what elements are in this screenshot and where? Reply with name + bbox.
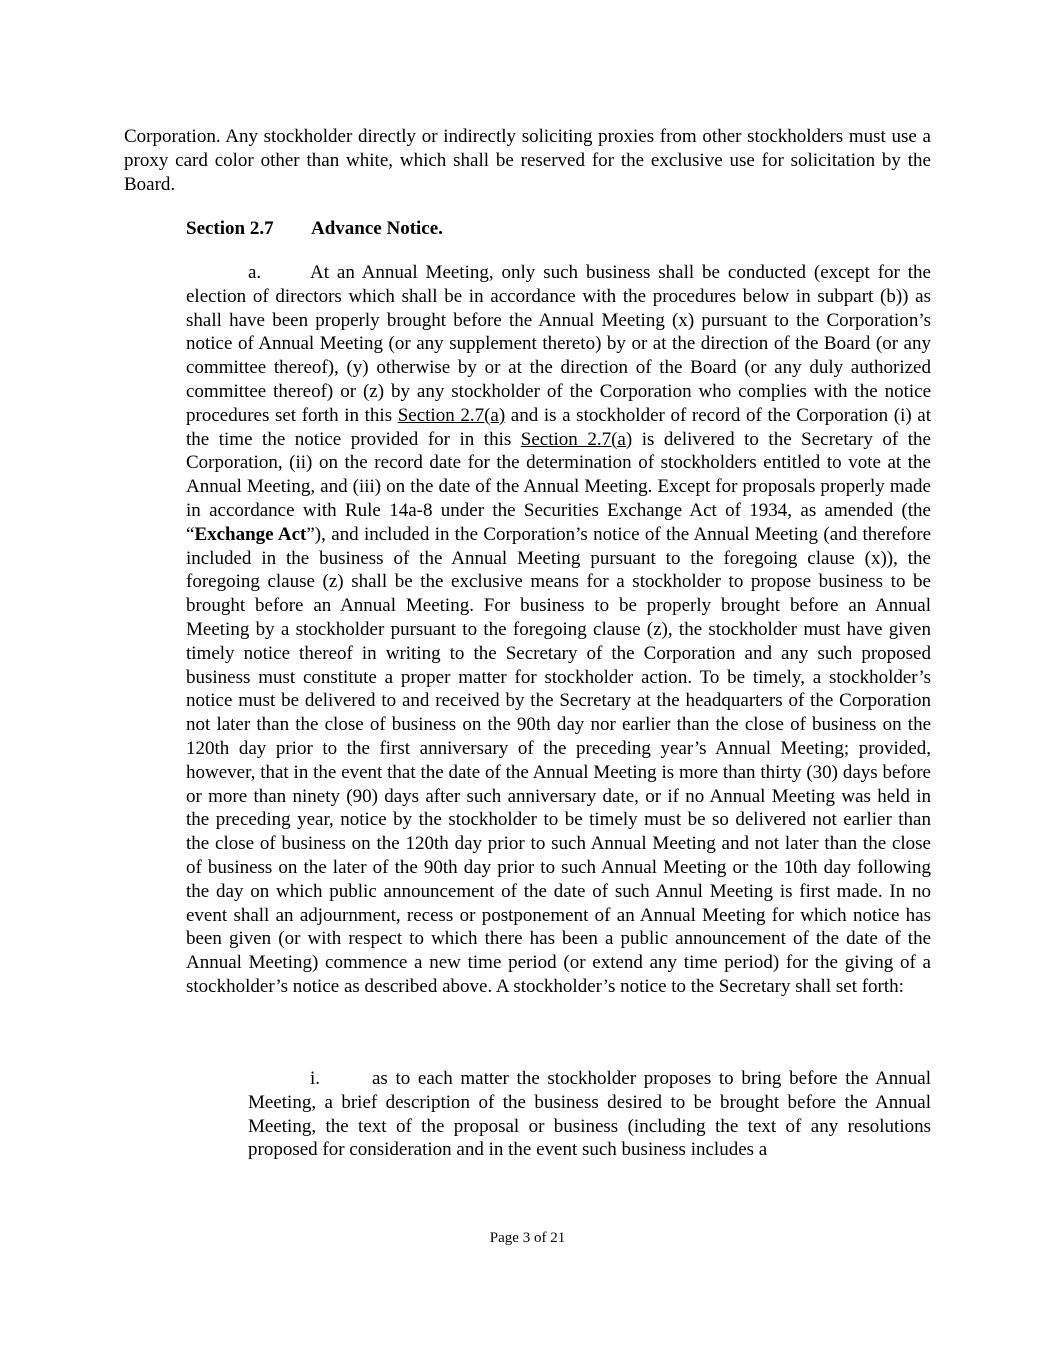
- cross-reference-link: Section 2.7(a): [520, 428, 633, 450]
- subsection-a-marker: a.: [248, 262, 262, 283]
- section-number: Section 2.7: [186, 218, 274, 239]
- item-i-text: as to each matter the stockholder proposes to bring before the Annual Meeting, a brief description of the business desired to be brought before the Annual Meeting, the text of the proposal or business (including the text of any resolutions proposed for consideration and in the event such business includes a: [248, 1068, 931, 1161]
- section-title: Advance Notice.: [311, 218, 443, 239]
- continued-paragraph: [124, 125, 931, 196]
- item-i-paragraph: [248, 1067, 931, 1162]
- section-heading: [186, 217, 443, 241]
- continued-paragraph-text: Corporation. Any stockholder directly or indirectly soliciting proxies from other stockholders must use a proxy card color other than white, which shall be reserved for the exclusive use for solicitation by the Board.: [124, 126, 931, 195]
- defined-term: Exchange Act: [194, 523, 307, 545]
- subsection-a-text-3: is delivered to the Secretary of the Corporation, (ii) on the record date for the determination of stockholders entitled to vote at the Annual Meeting, and (iii) on the date of the Annual Meeting. Except for proposals properly made in accordance with Rule 14a-8 under the Securities Exchange Act of 1934, as amended (the “: [186, 428, 931, 545]
- page-number-footer: Page 3 of 21: [489, 1230, 566, 1246]
- cross-reference-link: Section 2.7(a): [397, 404, 506, 426]
- item-i-marker: i.: [310, 1068, 321, 1089]
- subsection-a-text-4: ”), and included in the Corporation’s notice of the Annual Meeting (and therefore included in the business of the Annual Meeting pursuant to the foregoing clause (x)), the foregoing clause (z) shall be the exclusive means for a stockholder to propose business to be brought before an Annual Meeting. For business to be properly brought before an Annual Meeting by a stockholder pursuant to the foregoing clause (z), the stockholder must have given timely notice thereof in writing to the Secretary of the Corporation and any such proposed business must constitute a proper matter for stockholder action. To be timely, a stockholder’s notice must be delivered to and received by the Secretary at the headquarters of the Corporation not later than the close of business on the 90th day nor earlier than the close of business on the 120th day prior to the first anniversary of the preceding year’s Annual Meeting; provided, however, that in the event that the date of the Annual Meeting is more than thirty (30) days before or more than ninety (90) days after such anniversary date, or if no Annual Meeting was held in the preceding year, notice by the stockholder to be timely must be so delivered not earlier than the close of business on the 120th day prior to such Annual Meeting and not later than the close of business on the later of the 90th day prior to such Annual Meeting or the 10th day following the day on which public announcement of the date of such Annul Meeting is first made. In no event shall an adjournment, recess or postponement of an Annual Meeting for which notice has been given (or with respect to which there has been a public announcement of the date of the Annual Meeting) commence a new time period (or extend any time period) for the giving of a stockholder’s notice as described above. A stockholder’s notice to the Secretary shall set forth:: [186, 523, 932, 997]
- subsection-a-text-2: and is a stockholder of record of the Corporation (i) at the time the notice provided for in this: [186, 404, 931, 450]
- subsection-a-paragraph: [186, 261, 931, 999]
- subsection-a-text-1: At an Annual Meeting, only such business shall be conducted (except for the election of directors which shall be in accordance with the procedures below in subpart (b)) as shall have been properly brought before the Annual Meeting (x) pursuant to the Corporation’s notice of Annual Meeting (or any supplement thereto) by or at the direction of the Board (or any committee thereof), (y) otherwise by or at the direction of the Board (or any duly authorized committee thereof) or (z) by any stockholder of the Corporation who complies with the notice procedures set forth in this: [186, 262, 931, 426]
